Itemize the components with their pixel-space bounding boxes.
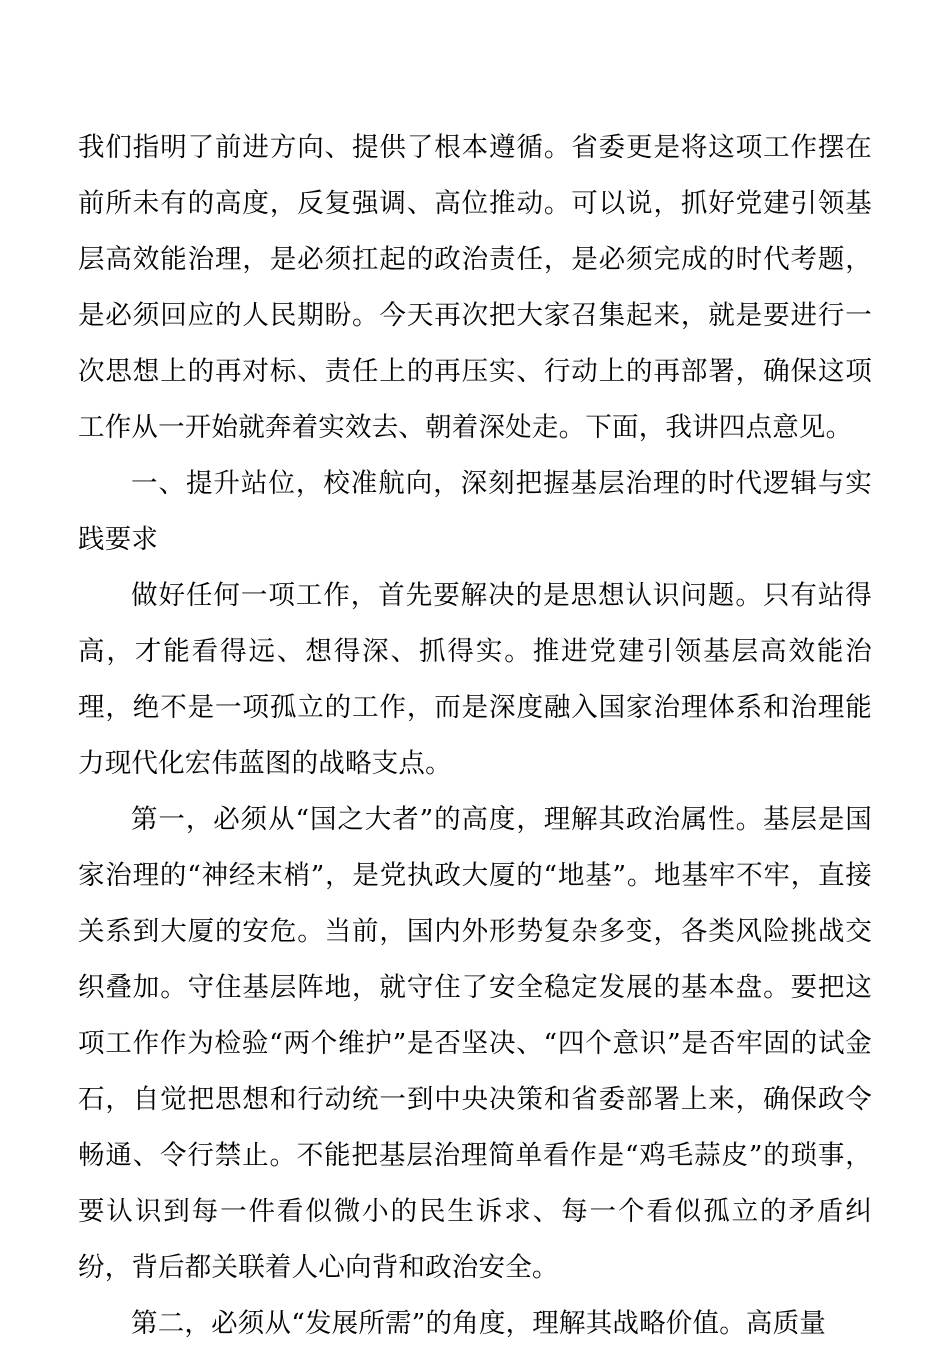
paragraph-intro: 做好任何一项工作，首先要解决的是思想认识问题。只有站得高，才能看得远、想得深、抓得实。推进党建引领基层高效能治理，绝不是一项孤立的工作，而是深度融入国家治理体系和治理能力现代化宏伟蓝图的战略支点。 [78, 580, 872, 779]
paragraph-point-one: 第一，必须从“国之大者”的高度，理解其政治属性。基层是国家治理的“神经末梢”，是党执政大厦的“地基”。地基牢不牢，直接关系到大厦的安危。当前，国内外形势复杂多变，各类风险挑战交织叠加。守住基层阵地，就守住了安全稳定发展的基本盘。要把这项工作作为检验“两个维护”是否坚决、“四个意识”是否牢固的试金石，自觉把思想和行动统一到中央决策和省委部署上来，确保政令畅通、令行禁止。不能把基层治理简单看作是“鸡毛蒜皮”的琐事，要认识到每一件看似微小的民生诉求、每一个看似孤立的矛盾纠纷，背后都关联着人心向背和政治安全。 [78, 804, 872, 1283]
paragraph-continuation: 我们指明了前进方向、提供了根本遵循。省委更是将这项工作摆在前所未有的高度，反复强调、高位推动。可以说，抓好党建引领基层高效能治理，是必须扛起的政治责任，是必须完成的时代考题，是必须回应的人民期盼。今天再次把大家召集起来，就是要进行一次思想上的再对标、责任上的再压实、行动上的再部署，确保这项工作从一开始就奔着实效去、朝着深处走。下面，我讲四点意见。 [78, 132, 872, 443]
paragraph-point-two: 第二，必须从“发展所需”的角度，理解其战略价值。高质量 [131, 1308, 826, 1339]
document-body [78, 120, 872, 1352]
section-heading-one: 一、提升站位，校准航向，深刻把握基层治理的时代逻辑与实践要求 [78, 468, 872, 555]
